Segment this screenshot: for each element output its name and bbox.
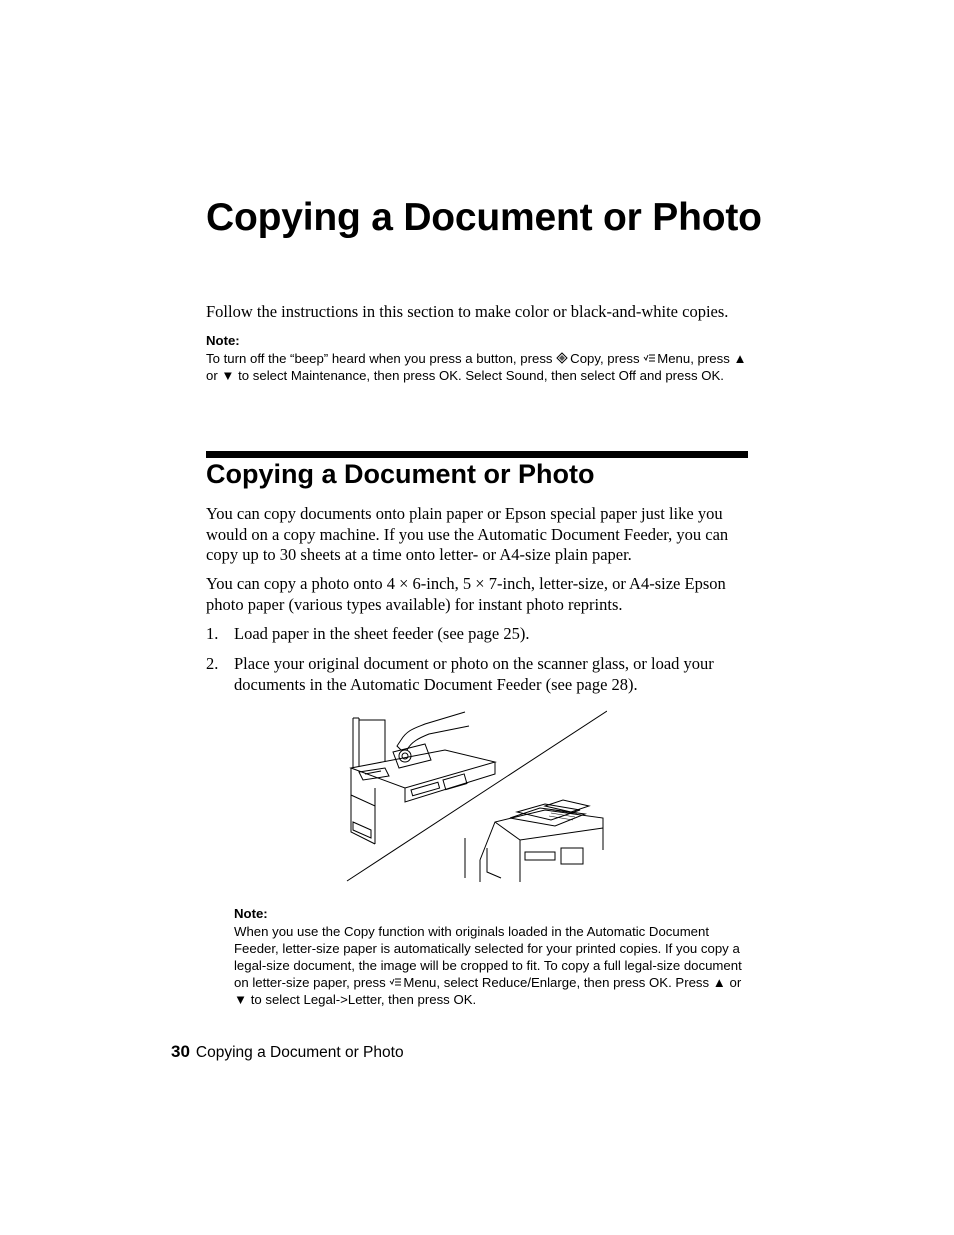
menu-icon xyxy=(389,976,401,988)
step-number: 2. xyxy=(206,654,219,673)
legal-letter-label: Legal->Letter xyxy=(303,992,381,1007)
page-footer xyxy=(171,1042,404,1062)
step-text: Load paper in the sheet feeder (see page 25). xyxy=(234,624,530,643)
copy-label: Copy xyxy=(570,351,600,366)
maintenance-label: Maintenance xyxy=(290,368,367,383)
section-rule xyxy=(206,451,748,458)
ok-label: OK xyxy=(438,368,459,383)
ok-label: OK xyxy=(453,992,473,1007)
note-text: When you use the Copy function with originals loaded in the Automatic Document Feeder, letter-size paper is automatically selected for your printed copies. If you copy a legal-size document, the image will be cropped to fit. To copy a full legal-size document on letter-size paper, press xyxy=(234,924,742,990)
list-item xyxy=(206,624,746,645)
note-text: To turn off the “beep” heard when you press a button, press xyxy=(206,351,557,366)
note-adf: Note: When you use the Copy function with originals loaded in the Automatic Document Feeder, letter-size paper is automatically selected for your printed copies. If you copy a legal-size document, the image will be cropped to fit. To copy a full legal-size document on letter-size paper, press Menu, select Reduce/Enlarge, then press OK. Press ▲ or ▼ to select Legal->Letter, then press OK. xyxy=(234,905,750,1008)
chapter-title: Copying a Document or Photo xyxy=(206,196,762,239)
ok-label: OK xyxy=(701,368,721,383)
note-label: Note: xyxy=(206,333,240,348)
list-item xyxy=(206,654,746,695)
section-title: Copying a Document or Photo xyxy=(206,459,595,489)
sound-label: Sound xyxy=(505,368,544,383)
note-label: Note: xyxy=(234,906,268,921)
running-title: Copying a Document or Photo xyxy=(195,1044,404,1061)
intro-paragraph: Follow the instructions in this section to make color or black-and-white copies. xyxy=(206,302,729,321)
menu-label: Menu xyxy=(403,975,437,990)
note-beep: Note: To turn off the “beep” heard when you press a button, press Copy, press Menu, press ▲ or ▼ to select Maintenance, then press OK. Select Sound, then select Off and press OK. xyxy=(206,332,751,384)
body-paragraph: You can copy documents onto plain paper or Epson special paper just like you would on a copy machine. If you use the Automatic Document Feeder, you can copy up to 30 sheets at a time onto letter- or A4-size plain paper. xyxy=(206,504,729,564)
off-label: Off xyxy=(618,368,636,383)
copy-icon xyxy=(556,352,568,364)
menu-label: Menu xyxy=(657,351,691,366)
ok-label: OK xyxy=(649,975,669,990)
step-text: Place your original document or photo on the scanner glass, or load your documents in the Automatic Document Feeder (see page 28). xyxy=(234,654,714,694)
page-number: 30 xyxy=(171,1042,190,1061)
menu-icon xyxy=(643,352,655,364)
step-number: 1. xyxy=(206,624,219,643)
body-paragraph: You can copy a photo onto 4 × 6-inch, 5 × 7-inch, letter-size, or A4-size Epson photo paper (various types available) for instant photo reprints. xyxy=(206,574,726,614)
printer-scanner-illustration xyxy=(345,710,607,882)
reduce-enlarge-label: Reduce/Enlarge xyxy=(481,975,577,990)
